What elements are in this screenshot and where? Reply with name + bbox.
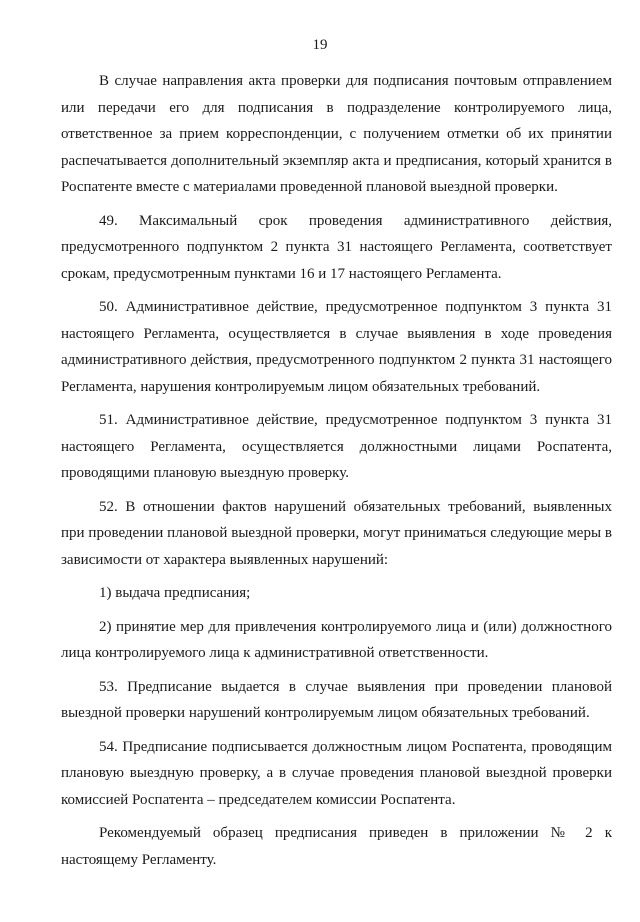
paragraph-act-mailing: В случае направления акта проверки для подписания почтовым отправлением или передачи его для подписания в подразделение контролируемого лица, ответственное за прием корреспонденции, с получением отметки об их принятии распечатывается дополнительный экземпляр акта и предписания, который хранится в Роспатенте вместе с материалами проведенной плановой выездной проверки. [61, 73, 612, 195]
paragraph-49: 49. Максимальный срок проведения административного действия, предусмотренного подпунктом 2 пункта 31 настоящего Регламента, соответствует срокам, предусмотренным пунктами 16 и 17 настоящего Регламента. [61, 212, 612, 282]
list-item-1: 1) выдача предписания; [99, 585, 251, 601]
paragraph-53: 53. Предписание выдается в случае выявления при проведении плановой выездной проверки нарушений контролируемым лицом обязательных требований. [61, 678, 612, 721]
paragraph-54: 54. Предписание подписывается должностным лицом Роспатента, проводящим плановую выездную проверку, а в случае проведения плановой выездной проверки комиссией Роспатента – председателем комиссии Роспатента. [61, 738, 612, 808]
list-item-2: 2) принятие мер для привлечения контролируемого лица и (или) должностного лица контролируемого лица к административной ответственности. [61, 618, 612, 661]
paragraph-51: 51. Административное действие, предусмотренное подпунктом 3 пункта 31 настоящего Регламента, осуществляется должностными лицами Роспатента, проводящими плановую выездную проверку. [61, 412, 612, 481]
paragraph-sample-reference: Рекомендуемый образец предписания приведен в приложении № 2 к настоящему Регламенту. [61, 825, 612, 868]
page-number: 19 [312, 37, 328, 53]
paragraph-52: 52. В отношении фактов нарушений обязательных требований, выявленных при проведении плановой выездной проверки, могут приниматься следующие меры в зависимости от характера выявленных нарушений: [61, 498, 612, 568]
document-body [61, 68, 612, 873]
paragraph-50: 50. Административное действие, предусмотренное подпунктом 3 пункта 31 настоящего Регламента, осуществляется в случае выявления в ходе проведения административного действия, предусмотренного подпунктом 2 пункта 31 настоящего Регламента, нарушения контролируемым лицом обязательных требований. [61, 299, 612, 395]
